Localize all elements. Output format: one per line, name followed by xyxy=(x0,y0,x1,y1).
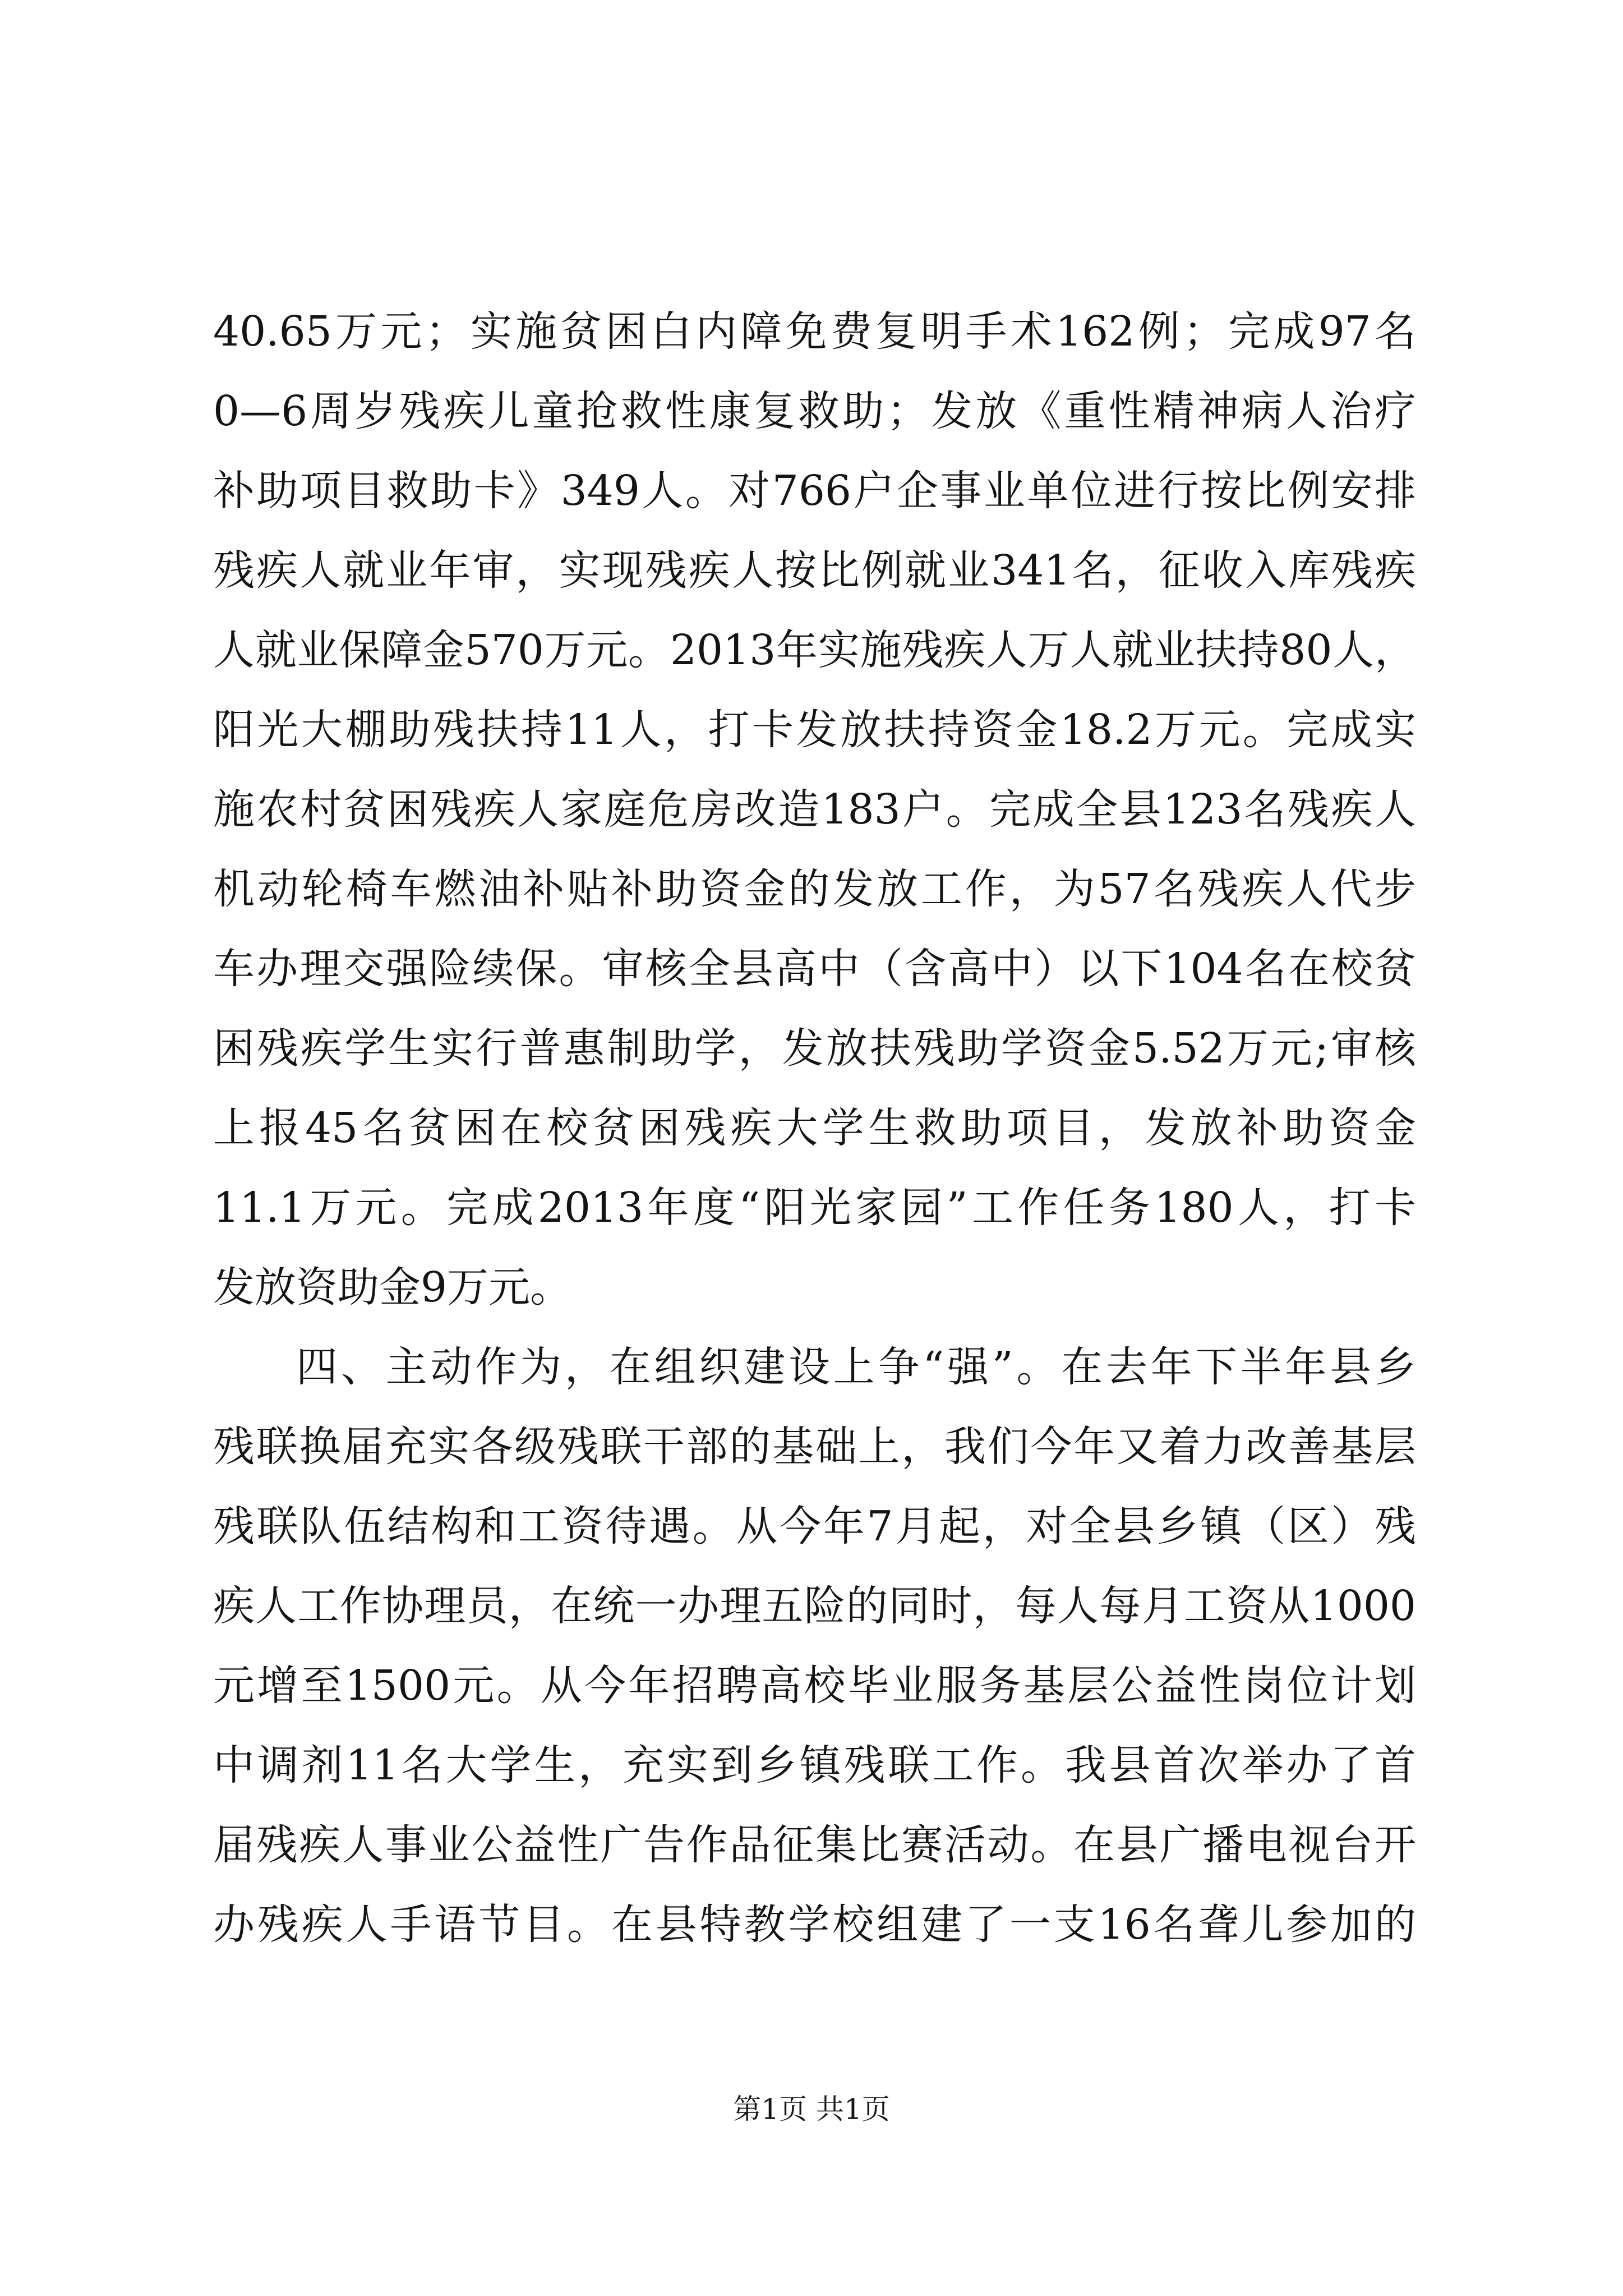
text-line: 40.65万元；实施贫困白内障免费复明手术162例；完成97名 xyxy=(213,307,1416,356)
text-line: 中调剂11名大学生，充实到乡镇残联工作。我县首次举办了首 xyxy=(213,1741,1416,1789)
text-line-paragraph-start: 四、主动作为，在组织建设上争“强”。在去年下半年县乡 xyxy=(296,1343,1416,1391)
text-line: 阳光大棚助残扶持11人，打卡发放扶持资金18.2万元。完成实 xyxy=(213,706,1416,754)
text-line: 0—6周岁残疾儿童抢救性康复救助；发放《重性精神病人治疗 xyxy=(213,387,1416,435)
text-line: 困残疾学生实行普惠制助学，发放扶残助学资金5.52万元;审核 xyxy=(213,1024,1416,1073)
text-line: 11.1万元。完成2013年度“阳光家园”工作任务180人，打卡 xyxy=(213,1184,1416,1232)
text-line: 人就业保障金570万元。2013年实施残疾人万人就业扶持80人， xyxy=(213,626,1416,674)
text-line: 届残疾人事业公益性广告作品征集比赛活动。在县广播电视台开 xyxy=(213,1821,1416,1869)
page-footer: 第1页 共1页 xyxy=(733,2093,890,2125)
text-line: 补助项目救助卡》349人。对766户企事业单位进行按比例安排 xyxy=(213,467,1416,515)
text-line: 上报45名贫困在校贫困残疾大学生救助项目，发放补助资金 xyxy=(213,1104,1416,1152)
text-line-paragraph-end: 发放资助金9万元。 xyxy=(213,1263,572,1312)
text-line: 办残疾人手语节目。在县特教学校组建了一支16名聋儿参加的 xyxy=(213,1901,1416,1949)
body-text xyxy=(213,292,1416,1964)
text-line: 残疾人就业年审，实现残疾人按比例就业341名，征收入库残疾 xyxy=(213,546,1416,595)
text-line: 施农村贫困残疾人家庭危房改造183户。完成全县123名残疾人 xyxy=(213,785,1416,834)
text-line: 残联队伍结构和工资待遇。从今年7月起，对全县乡镇（区）残 xyxy=(213,1502,1416,1550)
text-line: 元增至1500元。从今年招聘高校毕业服务基层公益性岗位计划 xyxy=(213,1662,1416,1710)
text-line: 残联换届充实各级残联干部的基础上，我们今年又着力改善基层 xyxy=(213,1423,1416,1471)
text-line: 机动轮椅车燃油补贴补助资金的发放工作，为57名残疾人代步 xyxy=(213,865,1416,913)
text-line: 疾人工作协理员，在统一办理五险的同时，每人每月工资从1000 xyxy=(213,1582,1416,1630)
text-line: 车办理交强险续保。审核全县高中（含高中）以下104名在校贫 xyxy=(213,945,1416,993)
